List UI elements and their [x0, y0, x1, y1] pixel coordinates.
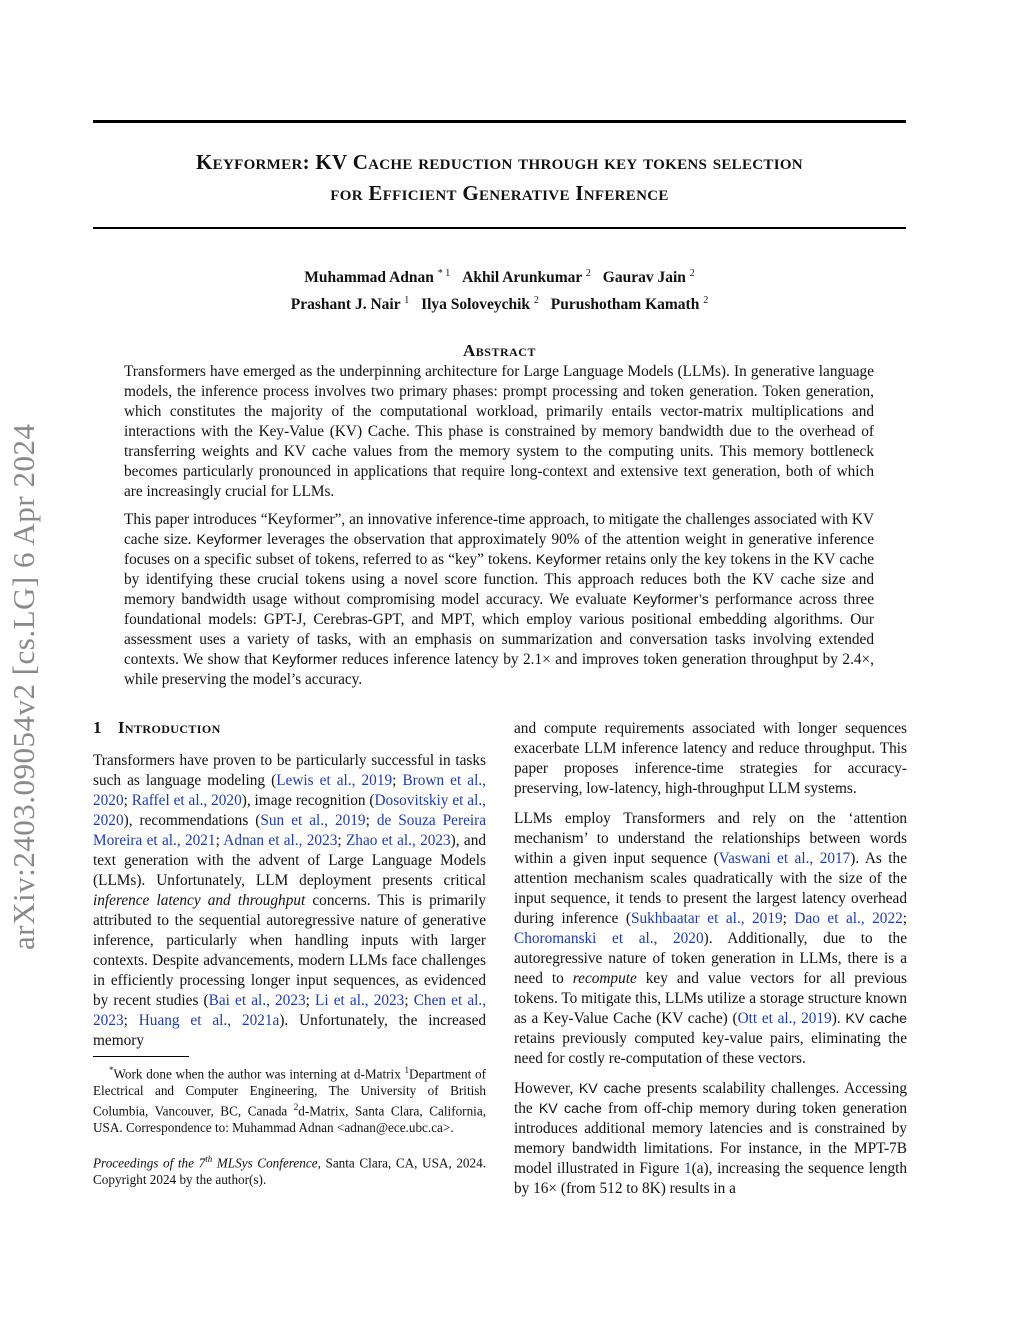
- paper-title: [93, 147, 906, 209]
- citation-link[interactable]: Sun et al., 2019: [260, 812, 366, 829]
- citation-link[interactable]: Li et al., 2023: [315, 992, 405, 1009]
- citation-link[interactable]: Lewis et al., 2019: [276, 772, 393, 789]
- proceedings-note: Proceedings of the 7th MLSys Conference, Santa Clara, CA, USA, 2024. Copyright 2024 by the author(s).: [93, 1153, 486, 1187]
- citation-link[interactable]: Ott et al., 2019: [737, 1010, 832, 1027]
- intro-paragraph-2: and compute requirements associated with longer sequences exacerbate LLM inference latency and reduce throughput. This paper proposes inference-time strategies for accuracy-preserving, low-latency, high-throughput LLM systems.: [514, 720, 907, 797]
- citation-link[interactable]: Vaswani et al., 2017: [718, 850, 851, 867]
- author: Muhammad Adnan $^{* 1}$: [304, 268, 451, 287]
- footnote: [93, 1062, 486, 1188]
- citation-link[interactable]: Raffel et al., 2020: [131, 792, 242, 809]
- author: Akhil Arunkumar $^2$: [462, 268, 591, 287]
- abstract-body: [124, 362, 874, 698]
- author: Gaurav Jain $^2$: [602, 268, 695, 287]
- arxiv-stamp: arXiv:2403.09054v2 [cs.LG] 6 Apr 2024: [6, 423, 41, 950]
- citation-link[interactable]: Dao et al., 2022: [794, 910, 903, 927]
- intro-paragraph-4: However, KV cache presents scalability challenges. Accessing the KV cache from off-chip memory during token generation introduces additional memory latencies and is constrained by memory bandwidth limitations. For instance, in the MPT-7B model illustrated in Figure 1(a), increasing the sequence length by 16× (from 512 to 8K) results in a: [514, 1080, 907, 1197]
- left-column: [93, 751, 486, 1061]
- figure-ref-link[interactable]: 1: [683, 1160, 692, 1177]
- author: Ilya Soloveychik $^2$: [421, 295, 539, 314]
- citation-link[interactable]: Choromanski et al., 2020: [514, 930, 704, 947]
- section-heading-introduction: 1 Introduction: [93, 718, 221, 737]
- citation-link[interactable]: Adnan et al., 2023: [223, 832, 338, 849]
- intro-paragraph-1: Transformers have proven to be particularly successful in tasks such as language modeling (Lewis et al., 2019; Brown et al., 2020; Raffel et al., 2020), image recognition (Dosovitskiy et al., 2020), recommendations (Sun et al., 2019; de Souza Pereira Moreira et al., 2021; Adnan et al., 2023; Zhao et al., 2023), and text generation with the advent of Large Language Models (LLMs). Unfortunately, LLM deployment presents critical inference latency and throughput concerns. This is primarily attributed to the sequential autoregressive nature of generative inference, particularly when handling inputs with larger contexts. Despite advancements, modern LLMs face challenges in efficiently processing longer input sequences, as evidenced by recent studies (Bai et al., 2023; Li et al., 2023; Chen et al., 2023; Huang et al., 2021a). Unfortunately, the increased memory: [93, 752, 487, 1049]
- citation-link[interactable]: Bai et al., 2023: [208, 992, 306, 1009]
- footnote-affiliations: *Work done when the author was interning at d-Matrix $^1$Department of Electrical and Computer Engineering, The University of British Columbia, Vancouver, BC, Canada $^2$d-Matrix, Santa Clara, California, USA. Correspondence to: Muhammad Adnan <adnan@ece.ubc.ca>.: [93, 1065, 487, 1136]
- citation-link[interactable]: Zhao et al., 2023: [345, 832, 451, 849]
- intro-paragraph-3: LLMs employ Transformers and rely on the ‘attention mechanism’ to understand the relationships between words within a given input sequence (Vaswani et al., 2017). As the attention mechanism scales quadratically with the size of the input sequence, it tends to present the largest latency overhead during inference (Sukhbaatar et al., 2019; Dao et al., 2022; Choromanski et al., 2020). Additionally, due to the autoregressive nature of token generation in LLMs, there is a need to recompute key and value vectors for all previous tokens. To mitigate this, LLMs utilize a storage structure known as a Key-Value Cache (KV cache) (Ott et al., 2019). KV cache retains previously computed key-value pairs, eliminating the need for costly re-computation of these vectors.: [514, 810, 908, 1067]
- author: Purushotham Kamath $^2$: [550, 295, 709, 314]
- citation-link[interactable]: Chen et al., 2023: [93, 992, 487, 1029]
- title-line-1: Keyformer: KV Cache reduction through key tokens selection: [196, 150, 803, 174]
- author: Prashant J. Nair $^1$: [290, 295, 410, 314]
- title-line-2: for Efficient Generative Inference: [330, 181, 669, 205]
- citation-link[interactable]: Dosovitskiy et al., 2020: [93, 792, 486, 829]
- citation-link[interactable]: Huang et al., 2021a: [138, 1012, 280, 1029]
- abstract-paragraph-1: Transformers have emerged as the underpinning architecture for Large Language Models (LLMs). In generative language models, the inference process involves two primary phases: prompt processing and token generation. Token generation, which constitutes the majority of the computational workload, primarily entails vector-matrix multiplications and interactions with the Key-Value (KV) Cache. This phase is constrained by memory bandwidth due to the overhead of transferring weights and KV cache values from the memory system to the computing units. This memory bottleneck becomes particularly pronounced in applications that require long-context and extensive text generation, both of which are increasingly crucial for LLMs.: [124, 363, 874, 500]
- footnote-rule: [93, 1056, 189, 1057]
- abstract-paragraph-2: This paper introduces “Keyformer”, an innovative inference-time approach, to mitigate the challenges associated with KV cache size. Keyformer leverages the observation that approximately 90% of the attention weight in generative inference focuses on a specific subset of tokens, referred to as “key” tokens. Keyformer retains only the key tokens in the KV cache by identifying these crucial tokens using a novel score function. This approach reduces both the KV cache size and memory bandwidth usage without compromising model accuracy. We evaluate Keyformer’s performance across three foundational models: GPT-J, Cerebras-GPT, and MPT, which employ various positional embedding algorithms. Our assessment uses a variety of tasks, with an emphasis on summarization and conversation tasks involving extended contexts. We show that Keyformer reduces inference latency by 2.1× and improves token generation throughput by 2.4×, while preserving the model’s accuracy.: [124, 511, 875, 688]
- abstract-heading: Abstract: [463, 341, 536, 360]
- author-row-1: [93, 262, 906, 289]
- author-list: [93, 262, 906, 316]
- citation-link[interactable]: de Souza Pereira Moreira et al., 2021: [93, 812, 486, 849]
- right-column: [514, 719, 907, 1209]
- title-bottom-rule: [93, 227, 906, 229]
- citation-link[interactable]: Sukhbaatar et al., 2019: [630, 910, 783, 927]
- author-row-2: [93, 289, 906, 316]
- citation-link[interactable]: Brown et al., 2020: [93, 772, 486, 809]
- title-top-rule: [93, 120, 906, 123]
